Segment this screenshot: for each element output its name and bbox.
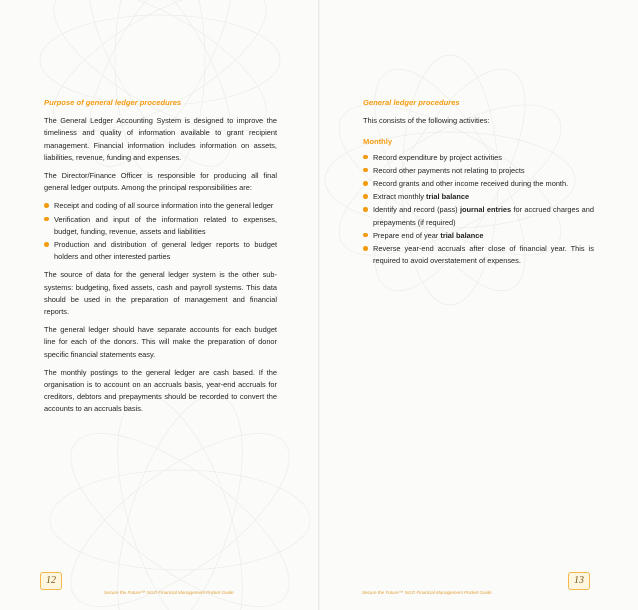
paragraph: The general ledger should have separate accounts for each budget line for each of the donors. This will make the preparation of donor specific financial statements easy. — [44, 325, 277, 359]
left-page-footer — [0, 572, 318, 595]
list-item — [44, 214, 277, 238]
list-item — [44, 239, 277, 263]
bullet-icon — [363, 168, 368, 173]
footer-text: Secure the Future™ NGO Financial Management Pocket Guide — [362, 590, 492, 595]
bullet-icon — [363, 155, 368, 160]
bullet-icon — [44, 242, 49, 247]
paragraph: The monthly postings to the general ledger are cash based. If the organisation is to account on an accruals basis, year-end accruals for creditors, debtors and prepayments should be recorded to convert the accounts to an accruals basis. — [44, 367, 277, 414]
list-item — [363, 165, 594, 177]
paragraph: This consists of the following activities: — [363, 116, 490, 126]
bullet-list — [363, 152, 594, 268]
bullet-icon — [44, 203, 49, 208]
section-heading: Purpose of general ledger procedures — [44, 98, 182, 107]
spirograph-background-pattern — [320, 0, 638, 610]
list-item-text: for accrued charges and prepayments (if required) — [373, 205, 594, 227]
paragraph: The source of data for the general ledger system is the other sub-systems: budgeting, fixed assets, cash and payroll systems. This data should be used in the preparation of management and financial reports. — [44, 270, 277, 317]
list-item — [363, 243, 594, 267]
list-item — [363, 204, 594, 228]
list-item — [44, 200, 277, 212]
bullet-icon — [363, 233, 368, 238]
bullet-icon — [363, 194, 368, 199]
bold-term: journal entries — [459, 205, 512, 215]
left-page-content — [44, 97, 277, 422]
bullet-icon — [363, 246, 368, 251]
bullet-icon — [363, 207, 368, 212]
list-item — [363, 230, 594, 242]
bold-term: trial balance — [425, 192, 470, 202]
list-item — [363, 152, 594, 164]
right-page-footer — [320, 572, 638, 595]
page-number: 12 — [40, 572, 62, 590]
page-number: 13 — [568, 572, 590, 590]
right-page-content — [363, 97, 594, 273]
paragraph: The General Ledger Accounting System is designed to improve the timeliness and quality of information available to grant recipient management. Financial information includes information on assets, liabilities, revenue, funding and expenses. — [44, 116, 277, 162]
footer-text: Secure the Future™ NGO Financial Management Pocket Guide — [104, 590, 234, 595]
list-item-text: Reverse year-end accruals after close of financial year. This is required to avoid overstatement of expenses. — [373, 244, 594, 266]
list-item-text: Identify and record (pass) — [373, 205, 460, 215]
paragraph: The Director/Finance Officer is responsible for producing all final general ledger outputs. Among the principal responsibilities are: — [44, 171, 277, 193]
list-item-text: Prepare end of year — [373, 230, 441, 240]
bullet-list — [44, 200, 277, 263]
list-item-text: Record grants and other income received during the month. — [373, 179, 569, 189]
list-item-text: Production and distribution of general ledger reports to budget holders and other interested parties — [54, 240, 277, 262]
left-page — [0, 0, 318, 610]
list-item-text: Extract monthly — [373, 192, 426, 202]
section-heading: General ledger procedures — [363, 98, 460, 107]
list-item-text: Record expenditure by project activities — [373, 152, 502, 162]
list-item — [363, 191, 594, 203]
bullet-icon — [44, 217, 49, 222]
list-item-text: Verification and input of the information related to expenses, budget, funding, revenue, assets and liabilities — [54, 214, 277, 236]
bullet-icon — [363, 181, 368, 186]
list-item-text: Record other payments not relating to projects — [373, 165, 525, 175]
list-item-text: Receipt and coding of all source information into the general ledger — [54, 201, 274, 211]
bold-term: trial balance — [440, 230, 484, 240]
subheading-monthly: Monthly — [363, 137, 393, 147]
right-page — [320, 0, 638, 610]
list-item — [363, 178, 594, 190]
